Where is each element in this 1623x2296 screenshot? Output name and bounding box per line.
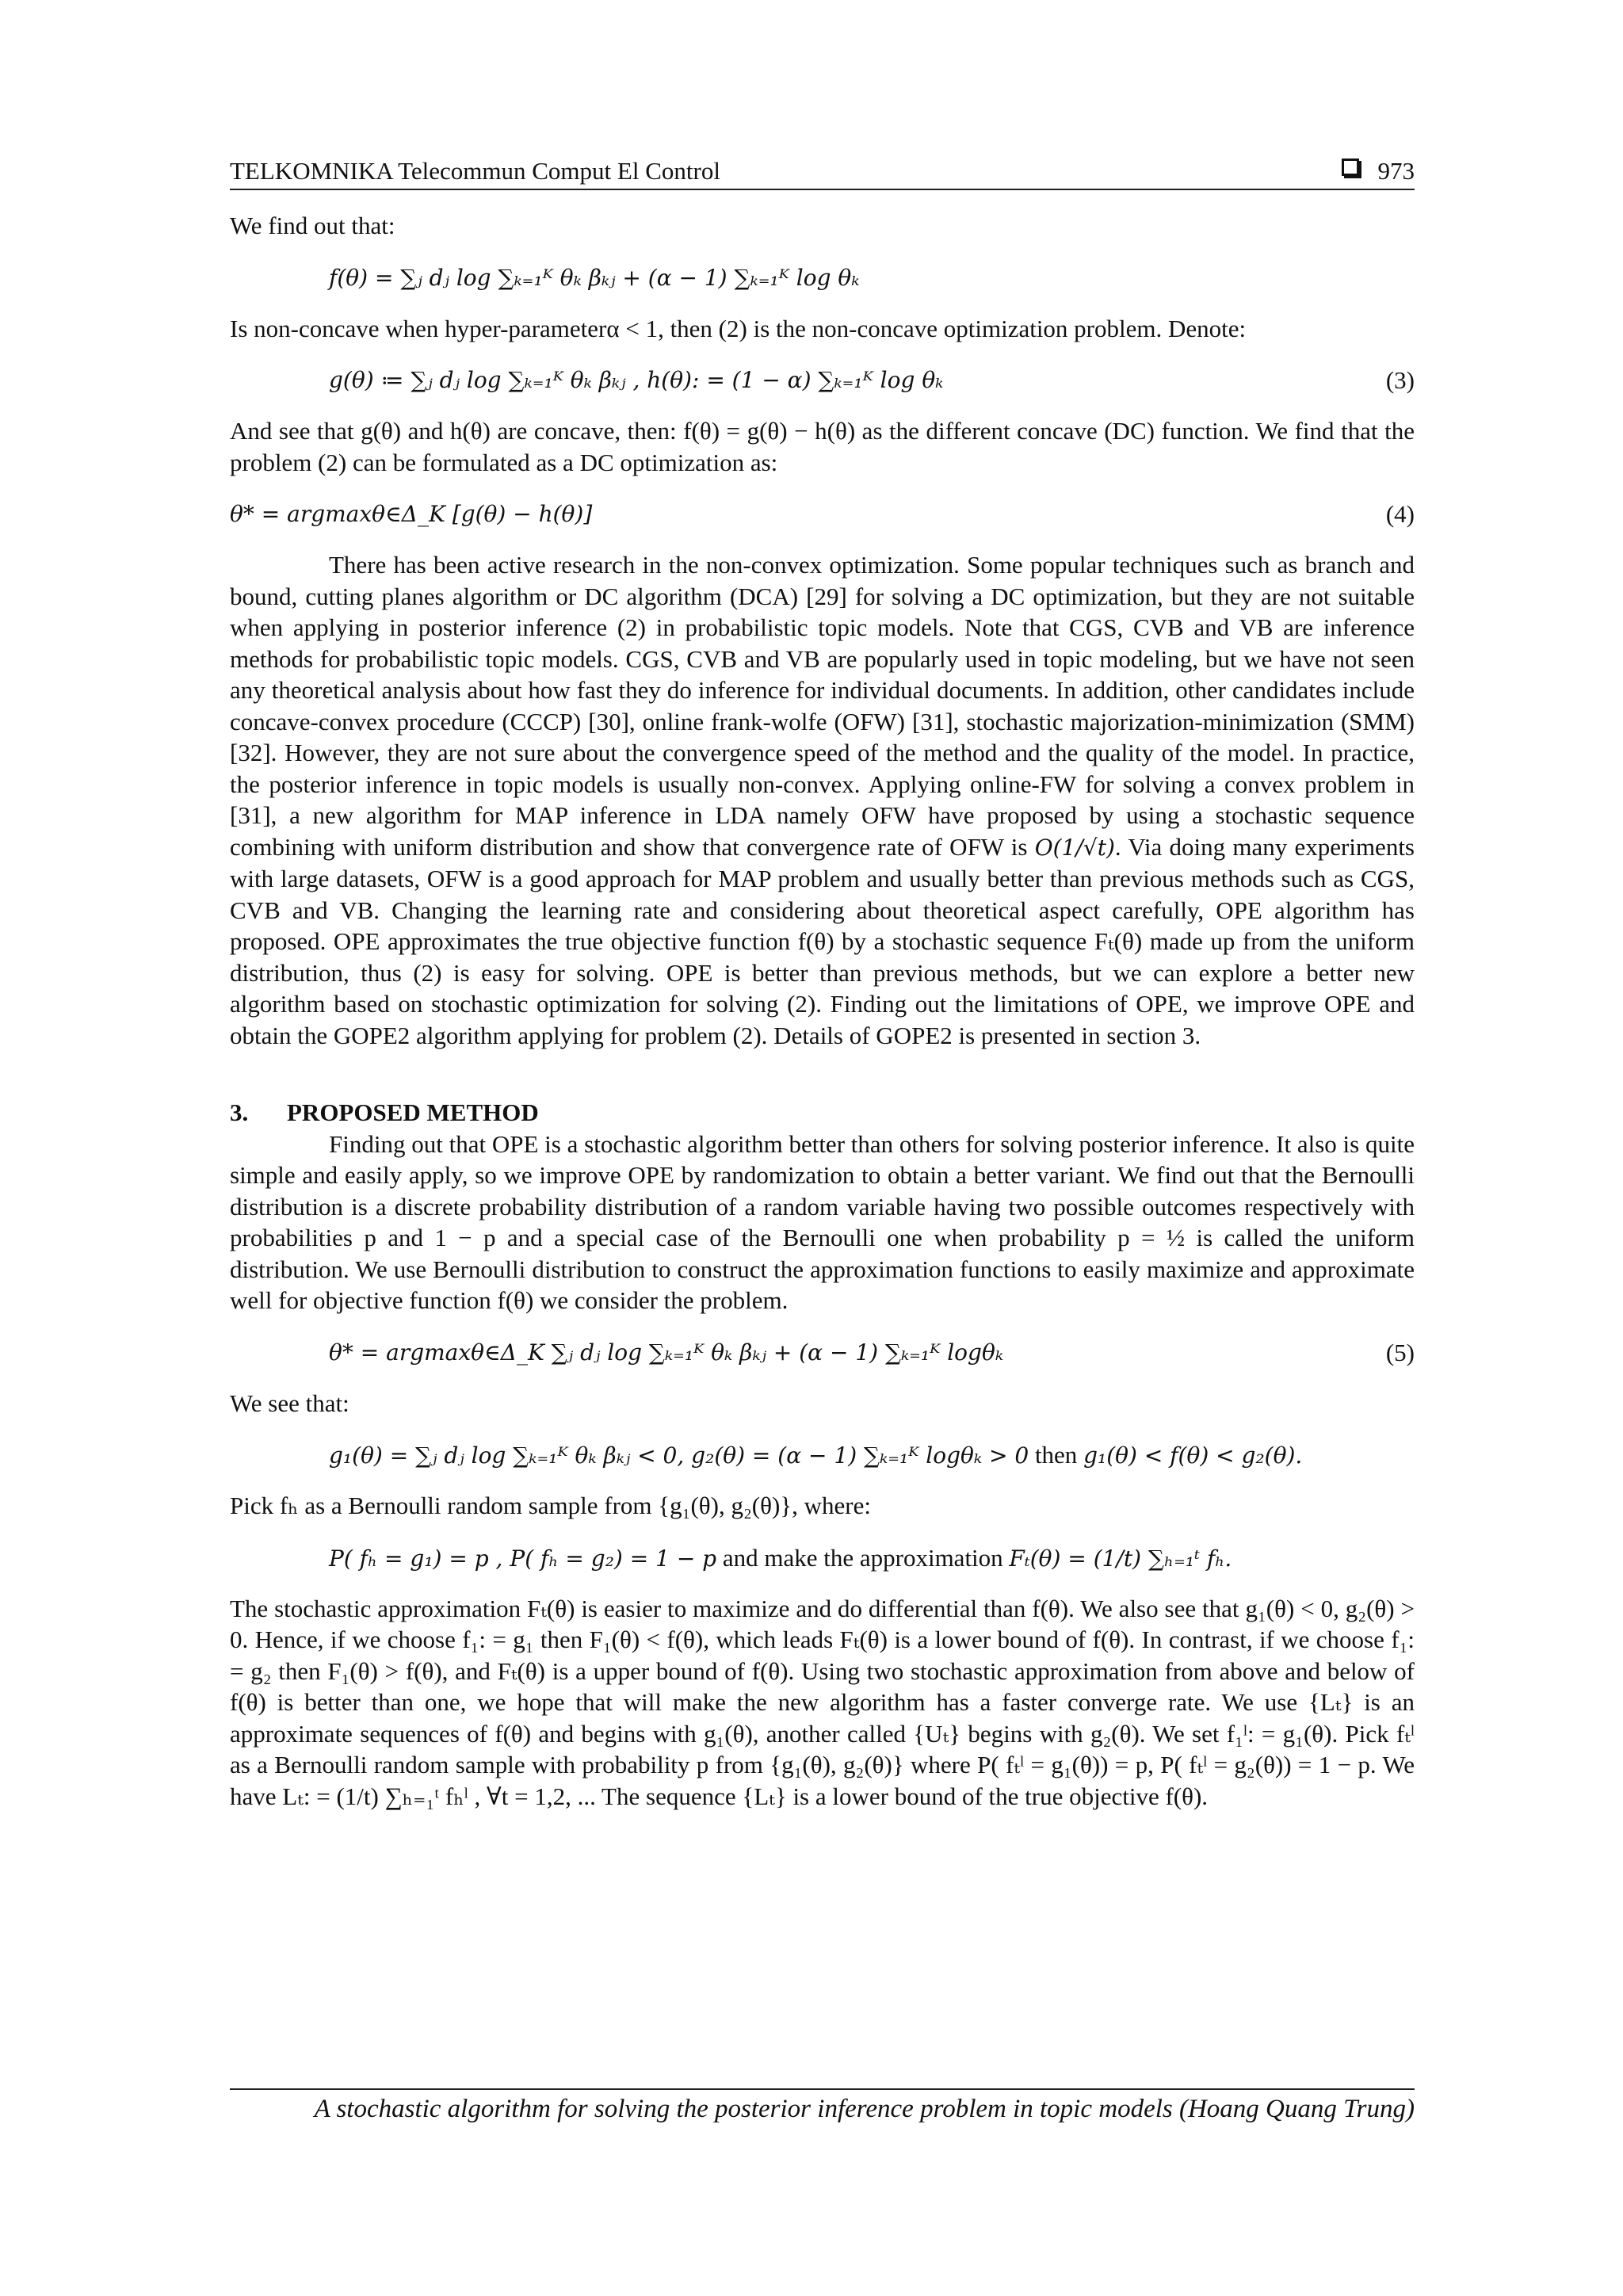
page-body (230, 210, 1415, 1812)
equation-3-text: g(θ) ≔ ∑ⱼ dⱼ log ∑ₖ₌₁ᴷ θₖ βₖⱼ , h(θ): = (1 − α) ∑ₖ₌₁ᴷ log θₖ (329, 367, 944, 393)
bounds-definitions: g₁(θ) = ∑ⱼ dⱼ log ∑ₖ₌₁ᴷ θₖ βₖⱼ < 0, g₂(θ) = (α − 1) ∑ₖ₌₁ᴷ logθₖ > 0 (329, 1442, 1029, 1469)
paragraph-dc-function: And see that g(θ) and h(θ) are concave, then: f(θ) = g(θ) − h(θ) as the different concave (DC) function. We find that the problem (2) can be formulated as a DC optimization as: (230, 417, 1415, 476)
convergence-rate-expression: O(1/√t) (1034, 834, 1115, 861)
equation-3-number: (3) (1385, 366, 1415, 394)
related-research-part-2: . Via doing many experiments with large datasets, OFW is a good approach for MAP problem and usually better than previous methods such as CGS, CVB and VB. Changing the learning rate and considering about theoretical aspect carefully, OPE algorithm has proposed. OPE approximates the true objective function f(θ) by a stochastic sequence Fₜ(θ) made up from the uniform distribution, thus (2) is easy for solving. OPE is better than previous methods, but we can explore a better new algorithm based on stochastic optimization for solving (2). Finding out the limitations of OPE, we improve OPE and obtain the GOPE2 algorithm applying for problem (2). Details of GOPE2 is presented in section 3. (230, 832, 1415, 1049)
bounds-then: then (1029, 1441, 1084, 1469)
equation-5-text: θ* = argmaxθ∈Δ_K ∑ⱼ dⱼ log ∑ₖ₌₁ᴷ θₖ βₖⱼ + (α − 1) ∑ₖ₌₁ᴷ logθₖ (329, 1339, 1004, 1366)
equation-5 (230, 1337, 1415, 1369)
equation-4-number: (4) (1385, 500, 1415, 528)
equation-3 (230, 365, 1415, 396)
section-heading-3 (230, 1097, 1415, 1129)
paragraph-pick: Pick fₕ as a Bernoulli random sample from {g₁(θ), g₂(θ)}, where: (230, 1492, 871, 1519)
paragraph-find-out: We find out that: (230, 212, 395, 239)
paragraph-proposed-method: Finding out that OPE is a stochastic algorithm better than others for solving posterior inference. It also is quite simple and easily apply, so we improve OPE by randomization to obtain a better variant. We find out that the Bernoulli distribution is a discrete probability distribution of a random variable having two possible outcomes respectively with probabilities p and 1 − p and a special case of the Bernoulli one when probability p = ½ is called the uniform distribution. We use Bernoulli distribution to construct the approximation functions to easily maximize and approximate well for objective function f(θ) we consider the problem. (230, 1129, 1415, 1314)
paragraph-nonconcave: Is non-concave when hyper-parameterα < 1, then (2) is the non-concave optimization problem. Denote: (230, 314, 1247, 342)
checkbox-square-icon (1342, 159, 1359, 176)
equation-bounds (230, 1439, 1415, 1471)
equation-4 (230, 499, 1415, 530)
paragraph-related-research (230, 549, 1415, 1051)
paragraph-stochastic-approximation: The stochastic approximation Fₜ(θ) is easier to maximize and do differential than f(θ). We also see that g₁(θ) < 0, g₂(θ) > 0. Hence, if we choose f₁: = g₁ then F₁(θ) < f(θ), which leads Fₜ(θ) is a lower bound of f(θ). In contrast, if we choose f₁: = g₂ then F₁(θ) > f(θ), and Fₜ(θ) is a upper bound of f(θ). Using two stochastic approximation from above and below of f(θ) is better than one, we hope that will make the new algorithm has a faster converge rate. We use {Lₜ} is an approximate sequences of f(θ) and begins with g₁(θ), another called {Uₜ} begins with g₂(θ). We set f₁ˡ: = g₁(θ). Pick fₜˡ as a Bernoulli random sample with probability p from {g₁(θ), g₂(θ)} where P( fₜˡ = g₁(θ)) = p, P( fₜˡ = g₂(θ)) = 1 − p. We have Lₜ: = (1/t) ∑ₕ₌₁ᵗ fₕˡ , ∀t = 1,2, ... The sequence {Lₜ} is a lower bound of the true objective f(θ). (230, 1594, 1415, 1810)
bernoulli-connector: and make the approximation (716, 1543, 1010, 1572)
equation-bernoulli (230, 1542, 1415, 1574)
equation-4-text: θ* = argmaxθ∈Δ_K [g(θ) − h(θ)] (230, 501, 593, 527)
related-research-part-1: There has been active research in the non-convex optimization. Some popular techniques such as branch and bound, cutting planes algorithm or DC algorithm (DCA) [29] for solving a DC optimization, but they are not suitable when applying in posterior inference (2) in probabilistic topic models. Note that CGS, CVB and VB are inference methods for probabilistic topic models. CGS, CVB and VB are popularly used in topic modeling, but we have not seen any theoretical analysis about how fast they do inference for individual documents. In addition, other candidates include concave-convex procedure (CCCP) [30], online frank-wolfe (OFW) [31], stochastic majorization-minimization (SMM) [32]. However, they are not sure about the convergence speed of the method and the quality of the model. In practice, the posterior inference in topic models is usually non-convex. Applying online-FW for solving a convex problem in [31], a new algorithm for MAP inference in LDA namely OFW have proposed by using a stochastic sequence combining with uniform distribution and show that convergence rate of OFW is (230, 551, 1415, 861)
equation-bounds-text (329, 1439, 1302, 1472)
equation-5-number: (5) (1385, 1338, 1415, 1366)
page-header (230, 152, 1415, 190)
equation-objective (230, 262, 1415, 294)
equation-f-text: f(θ) = ∑ⱼ dⱼ log ∑ₖ₌₁ᴷ θₖ βₖⱼ + (α − 1) ∑ₖ₌₁ᴷ log θₖ (329, 264, 860, 291)
running-footer: A stochastic algorithm for solving the posterior inference problem in topic models (Hoang Quang Trung) (230, 2088, 1415, 2124)
page-number: 973 (1377, 157, 1415, 185)
section-title: PROPOSED METHOD (287, 1098, 539, 1126)
equation-bernoulli-text (329, 1542, 1232, 1575)
paragraph-we-see: We see that: (230, 1389, 349, 1417)
bernoulli-probabilities: P( fₕ = g₁) = p , P( fₕ = g₂) = 1 − p (329, 1545, 717, 1572)
section-number: 3. (230, 1098, 249, 1126)
journal-name: TELKOMNIKA Telecommun Comput El Control (230, 157, 720, 185)
approximation-formula: Fₜ(θ) = (1/t) ∑ₕ₌₁ᵗ fₕ. (1009, 1545, 1232, 1572)
bounds-inequality: g₁(θ) < f(θ) < g₂(θ). (1083, 1442, 1303, 1469)
